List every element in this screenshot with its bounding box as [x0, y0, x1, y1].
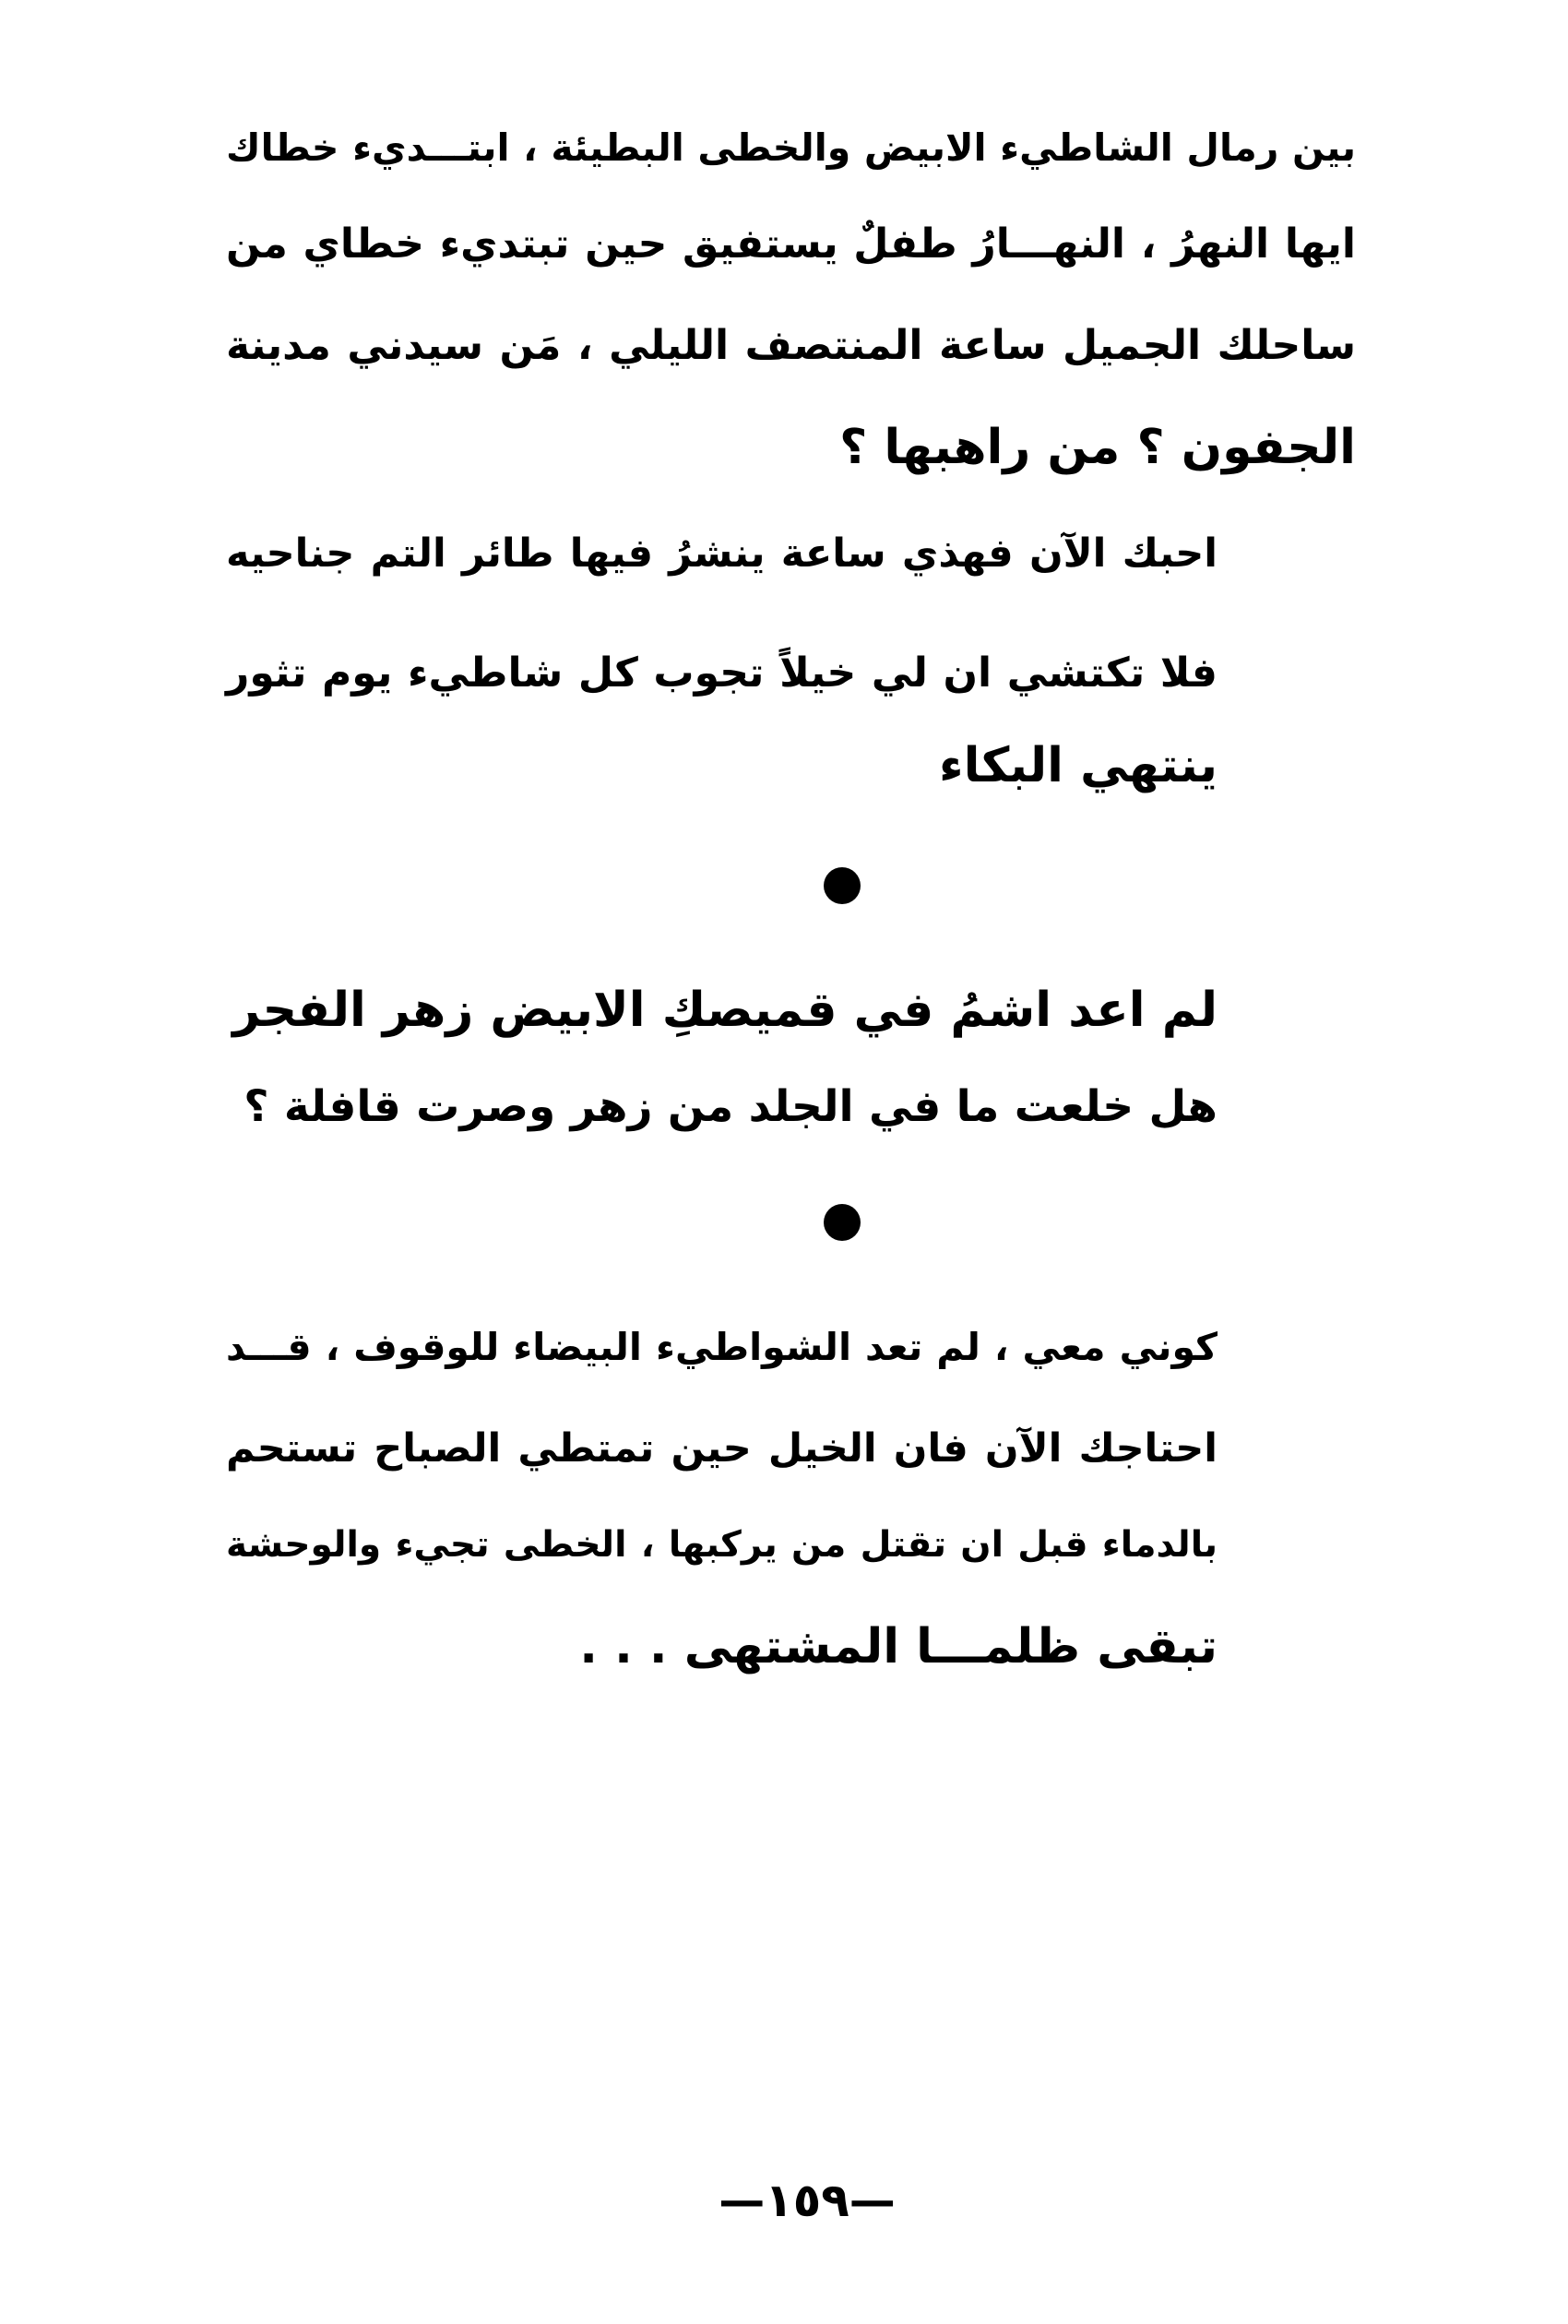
page-number: —١٥٩—: [719, 2174, 896, 2227]
text-line: لم اعد اشمُ في قميصكِ الابيض زهر الفجر: [232, 983, 1218, 1038]
text-line: الجفون ؟ من راهبها ؟: [839, 420, 1356, 475]
text-line: فلا تكتشي ان لي خيلاً تجوب كل شاطيء يوم تثور: [226, 650, 1218, 697]
text-line: بين رمال الشاطيء الابيض والخطى البطيئة ، ابتـــديء خطاك: [226, 125, 1356, 170]
text-line: ينتهي البكاء: [939, 738, 1218, 793]
text-line: احتاجك الآن فان الخيل حين تمتطي الصباح تستحم: [226, 1425, 1218, 1472]
section-divider-dot: [824, 1204, 861, 1241]
text-line: ايها النهرُ ، النهـــارُ طفلٌ يستفيق حين تبتديء خطاي من: [226, 220, 1356, 268]
text-line: كوني معي ، لم تعد الشواطيء البيضاء للوقوف ، قـــد: [226, 1325, 1218, 1369]
section-divider-dot: [824, 867, 861, 904]
text-line: بالدماء قبل ان تقتل من يركبها ، الخطى تجيء والوحشة: [226, 1524, 1218, 1566]
text-line: ساحلك الجميل ساعة المنتصف الليلي ، مَن سيدني مدينة: [226, 322, 1356, 369]
text-line: احبك الآن فهذي ساعة ينشرُ فيها طائر التم جناحيه: [226, 530, 1218, 577]
text-line: هل خلعت ما في الجلد من زهر وصرت قافلة ؟: [244, 1081, 1218, 1132]
text-line: تبقى ظلمـــا المشتهى . . .: [579, 1619, 1218, 1674]
